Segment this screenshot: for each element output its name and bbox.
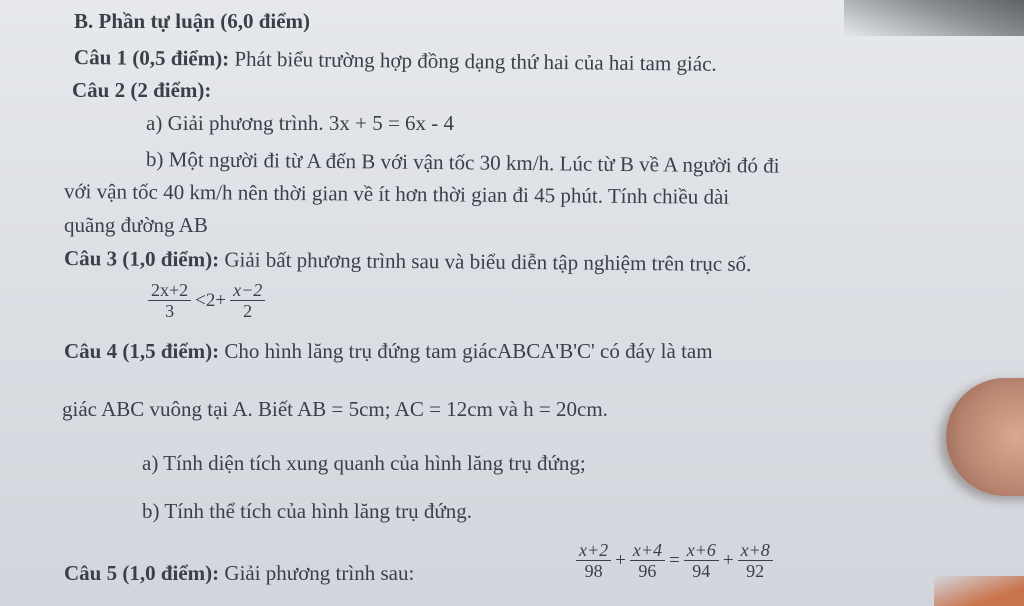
operator: + [615,549,626,571]
denominator: 98 [584,561,603,581]
question-3-inequality [146,280,267,321]
denominator: 96 [638,561,657,581]
question-5-label: Câu 5 (1,0 điểm): [64,561,220,585]
question-1-label: Câu 1 (0,5 điểm): [73,45,230,71]
question-4b: b) Tính thể tích của hình lăng trụ đứng. [142,499,473,523]
question-2b-line1: b) Một người đi từ A đến B với vận tốc 30 km/h. Lúc từ B về A người đó đi [145,147,780,178]
numerator-text: x+4 [632,540,662,560]
question-4-line1 [64,338,713,364]
question-3-label: Câu 3 (1,0 điểm): [63,246,220,272]
question-5-text: Giải phương trình sau: [219,561,415,585]
question-2b-line3: quãng đường AB [64,213,208,237]
numerator [684,540,719,561]
question-3-text: Giải bất phương trình sau và biểu diễn tập nghiệm trên trục số. [219,247,752,276]
denominator: 94 [692,561,711,581]
numerator-text: x+8 [740,540,770,560]
denominator: 2 [243,301,253,321]
numerator [630,540,665,561]
question-1-text: Phát biểu trường hợp đồng dạng thứ hai của hai tam giác. [229,46,717,76]
denominator: 92 [746,561,765,581]
numerator-text: x+6 [686,540,716,560]
numerator [738,540,773,561]
question-4-label: Câu 4 (1,5 điểm): [64,339,220,363]
fraction [148,280,191,321]
part-title: B. Phần tự luận (6,0 điểm) [74,9,311,33]
inequality-middle: <2+ [195,289,227,311]
fraction [738,540,773,581]
question-4-text1: Cho hình lăng trụ đứng tam giácABCA'B'C' có đáy là tam [219,339,713,363]
fraction [576,540,611,581]
numerator: 2x+2 [148,280,191,301]
question-5-equation [574,540,775,581]
numerator-text: x+2 [579,540,609,560]
question-2b-line2: với vận tốc 40 km/h nên thời gian về ít hơn thời gian đi 45 phút. Tính chiều dài [63,179,730,209]
fraction [230,280,265,321]
question-5 [64,560,414,586]
question-4-line2: giác ABC vuông tại A. Biết AB = 5cm; AC = 12cm và h = 20cm. [62,397,608,421]
question-4a: a) Tính diện tích xung quanh của hình lăng trụ đứng; [142,451,586,475]
question-2-label: Câu 2 (2 điểm): [72,78,212,102]
denominator: 3 [165,301,175,321]
numerator-text: x−2 [233,280,263,300]
fraction [630,540,665,581]
background-corner [844,0,1024,36]
fraction [684,540,719,581]
question-2a: a) Giải phương trình. 3x + 5 = 6x - 4 [146,111,455,135]
operator: + [722,549,734,571]
numerator [576,540,611,561]
operator: = [669,549,680,571]
numerator [230,280,265,301]
background-corner-bottom [934,576,1024,606]
